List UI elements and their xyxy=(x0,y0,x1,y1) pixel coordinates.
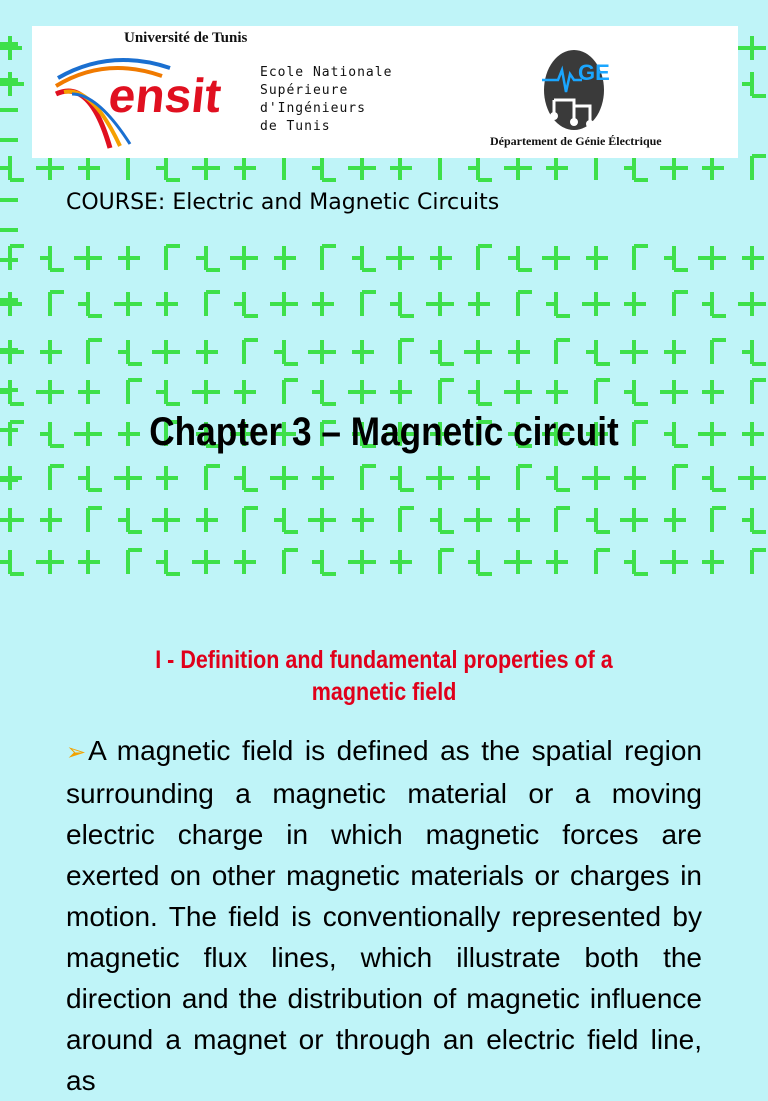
course-title: COURSE: Electric and Magnetic Circuits xyxy=(66,190,500,215)
school-name-line: d'Ingénieurs xyxy=(260,101,366,116)
chapter-title: Chapter 3 – Magnetic circuit xyxy=(149,410,619,454)
arrow-bullet-icon: ➢ xyxy=(66,739,87,766)
school-name-line: Ecole Nationale xyxy=(260,65,393,80)
section-title xyxy=(0,644,768,708)
ensit-logo-text: ensit xyxy=(106,69,224,123)
body-paragraph-text: A magnetic field is defined as the spatial region surrounding a magnetic material or a moving electric charge in which magnetic forces are exerted on other magnetic materials or charges in motion. The field is conventionally represented by magnetic flux lines, which illustrate both the direction and the distribution of magnetic influence around a magnet or through an electric field line, as xyxy=(66,735,702,1096)
school-name xyxy=(260,64,392,136)
section-title-line: magnetic field xyxy=(311,678,457,706)
university-name: Université de Tunis xyxy=(124,30,248,46)
ge-department-logo xyxy=(538,40,614,132)
ge-logo-text: GE xyxy=(578,60,610,85)
department-name: Département de Génie Électrique xyxy=(490,134,662,148)
ensit-logo xyxy=(50,48,250,152)
body-paragraph xyxy=(66,730,702,1101)
header-banner xyxy=(32,26,738,158)
school-name-line: de Tunis xyxy=(260,119,331,134)
section-title-line: I - Definition and fundamental properties of a xyxy=(155,646,613,674)
school-name-line: Supérieure xyxy=(260,83,349,98)
